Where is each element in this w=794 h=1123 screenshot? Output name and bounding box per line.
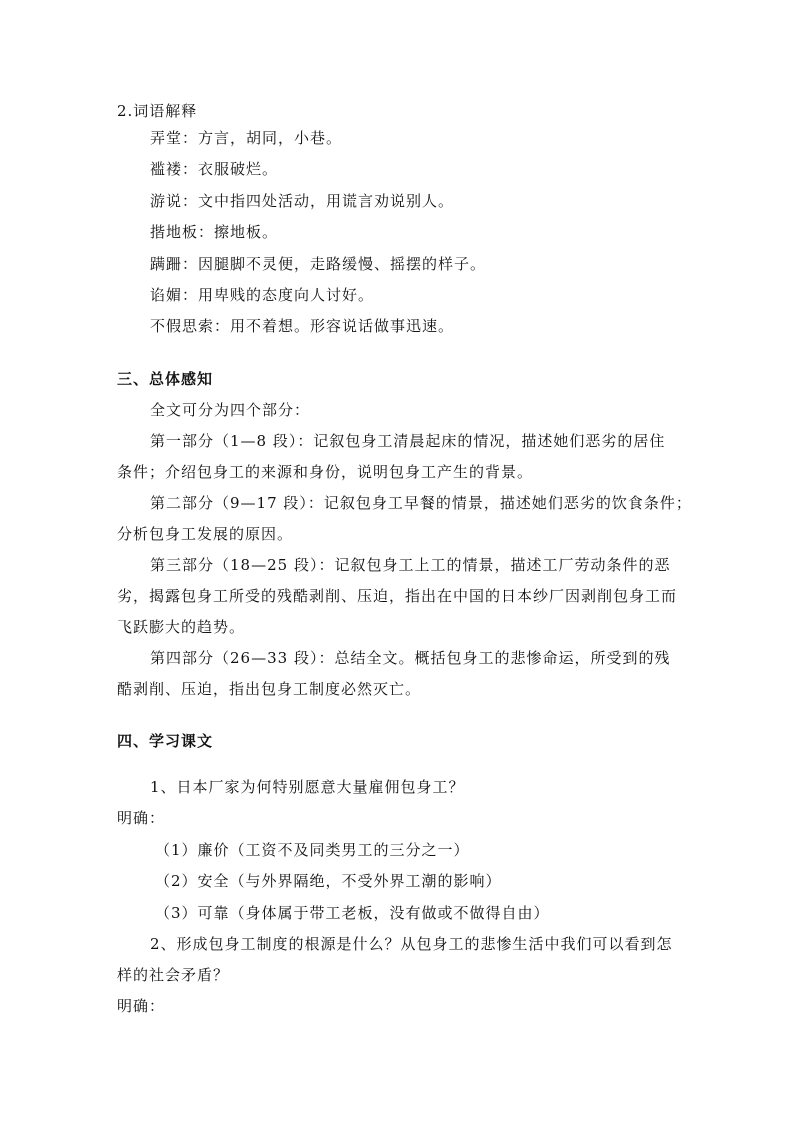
vocab-item: 游说：文中指四处活动，用谎言劝说别人。: [150, 192, 455, 210]
vocab-item: 不假思索：用不着想。形容说话做事迅速。: [150, 317, 455, 335]
answer-1-item: （3）可靠（身体属于带工老板，没有做或不做得自由）: [155, 904, 550, 922]
question-1: 1、日本厂家为何特别愿意大量雇佣包身工？: [150, 778, 465, 796]
overview-line: 酷剥削、压迫，指出包身工制度必然灭亡。: [117, 680, 422, 698]
answer-1-item: （2）安全（与外界隔绝，不受外界工潮的影响）: [155, 872, 502, 890]
overview-line: 劣，揭露包身工所受的残酷剥削、压迫，指出在中国的日本纱厂因剥削包身工而: [117, 587, 678, 605]
overview-line: 第二部分（9—17 段）：记叙包身工早餐的情景，描述她们恶劣的饮食条件；: [150, 494, 692, 512]
overview-line: 第三部分（18—25 段）：记叙包身工上工的情景，描述工厂劳动条件的恶: [150, 556, 671, 574]
overview-intro: 全文可分为四个部分：: [150, 401, 311, 419]
vocab-item: 褴褛：衣服破烂。: [150, 160, 279, 178]
vocab-item: 弄堂：方言，胡同，小巷。: [150, 129, 343, 147]
question-2-continued: 样的社会矛盾？: [117, 966, 230, 984]
answer-2-label: 明确：: [117, 997, 166, 1015]
section-heading-overview: 三、总体感知: [117, 370, 214, 388]
vocab-item: 蹒跚：因腿脚不灵便，走路缓慢、摇摆的样子。: [150, 255, 487, 273]
vocab-item: 谄媚：用卑贱的态度向人讨好。: [150, 286, 375, 304]
overview-line: 第一部分（1—8 段）：记叙包身工清晨起床的情况，描述她们恶劣的居住: [150, 432, 666, 450]
overview-line: 第四部分（26—33 段）：总结全文。概括包身工的悲惨命运，所受到的残: [150, 649, 671, 667]
overview-line: 条件；介绍包身工的来源和身份，说明包身工产生的背景。: [117, 463, 534, 481]
section-heading-study: 四、学习课文: [117, 732, 214, 750]
question-2: 2、形成包身工制度的根源是什么？从包身工的悲惨生活中我们可以看到怎: [150, 935, 673, 953]
vocab-item: 揩地板：擦地板。: [150, 223, 279, 241]
answer-1-item: （1）廉价（工资不及同类男工的三分之一）: [155, 841, 470, 859]
overview-line: 飞跃膨大的趋势。: [117, 618, 246, 636]
answer-1-label: 明确：: [117, 809, 166, 827]
overview-line: 分析包身工发展的原因。: [117, 525, 294, 543]
section-heading-vocabulary: 2.词语解释: [117, 102, 198, 120]
